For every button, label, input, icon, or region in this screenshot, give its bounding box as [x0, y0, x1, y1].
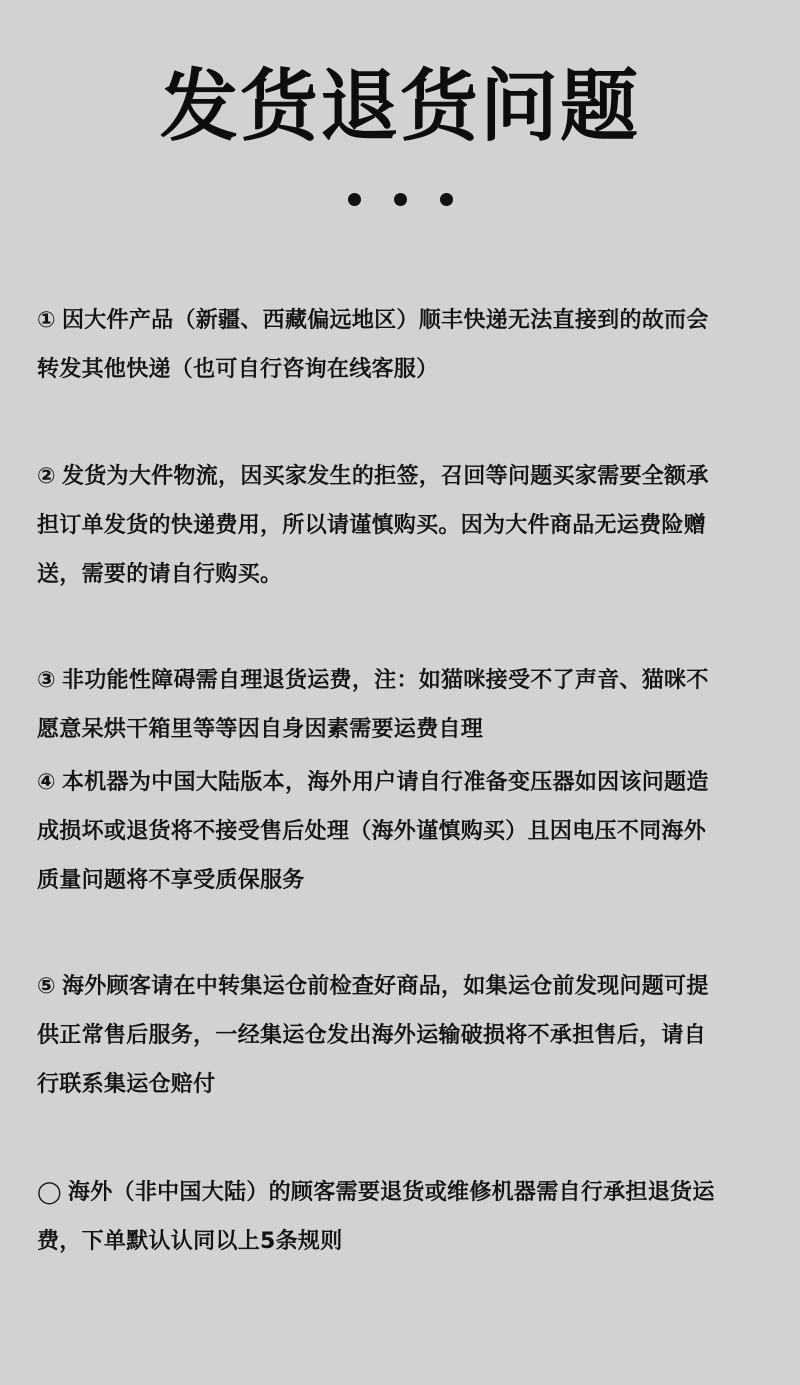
dot-icon [348, 193, 361, 206]
policy-item-6 [37, 1168, 777, 1266]
policy-line: 成损坏或退货将不接受售后处理（海外谨慎购买）且因电压不同海外 [37, 819, 707, 844]
item-number: ④ [37, 770, 56, 795]
policy-line: 转发其他快递（也可自行咨询在线客服） [37, 357, 439, 382]
item-number: ◯ [37, 1180, 62, 1205]
policy-line: ⑤ 海外顾客请在中转集运仓前检查好商品，如集运仓前发现问题可提 [37, 974, 709, 999]
page-title: 发货退货问题 [159, 62, 640, 152]
policy-line: ◯ 海外（非中国大陆）的顾客需要退货或维修机器需自行承担退货运 [37, 1180, 715, 1205]
policy-item-2 [37, 452, 777, 599]
item-number: ⑤ [37, 974, 56, 999]
policy-line: 行联系集运仓赔付 [37, 1072, 216, 1097]
policy-line: ① 因大件产品（新疆、西藏偏远地区）顺丰快递无法直接到的故而会 [37, 308, 709, 333]
policy-line: ④ 本机器为中国大陆版本，海外用户请自行准备变压器如因该问题造 [37, 770, 709, 795]
dot-icon [440, 193, 453, 206]
item-number: ② [37, 464, 56, 489]
decorative-dots [0, 193, 800, 206]
item-number: ① [37, 308, 56, 333]
policy-item-5 [37, 962, 777, 1109]
policy-line: ③ 非功能性障碍需自理退货运费，注：如猫咪接受不了声音、猫咪不 [37, 668, 709, 693]
policy-line: ② 发货为大件物流，因买家发生的拒签，召回等问题买家需要全额承 [37, 464, 709, 489]
policy-item-3 [37, 656, 777, 754]
policy-item-1 [37, 296, 777, 394]
item-number: ③ [37, 668, 56, 693]
policy-line: 愿意呆烘干箱里等等因自身因素需要运费自理 [37, 717, 484, 742]
policy-line: 送，需要的请自行购买。 [37, 562, 283, 587]
dot-icon [394, 193, 407, 206]
policy-line: 供正常售后服务，一经集运仓发出海外运输破损将不承担售后，请自 [37, 1023, 707, 1048]
policy-line: 费，下单默认认同以上5条规则 [37, 1229, 343, 1254]
policy-item-4 [37, 758, 777, 905]
policy-line: 质量问题将不享受质保服务 [37, 868, 305, 893]
policy-line: 担订单发货的快递费用，所以请谨慎购买。因为大件商品无运费险赠 [37, 513, 707, 538]
